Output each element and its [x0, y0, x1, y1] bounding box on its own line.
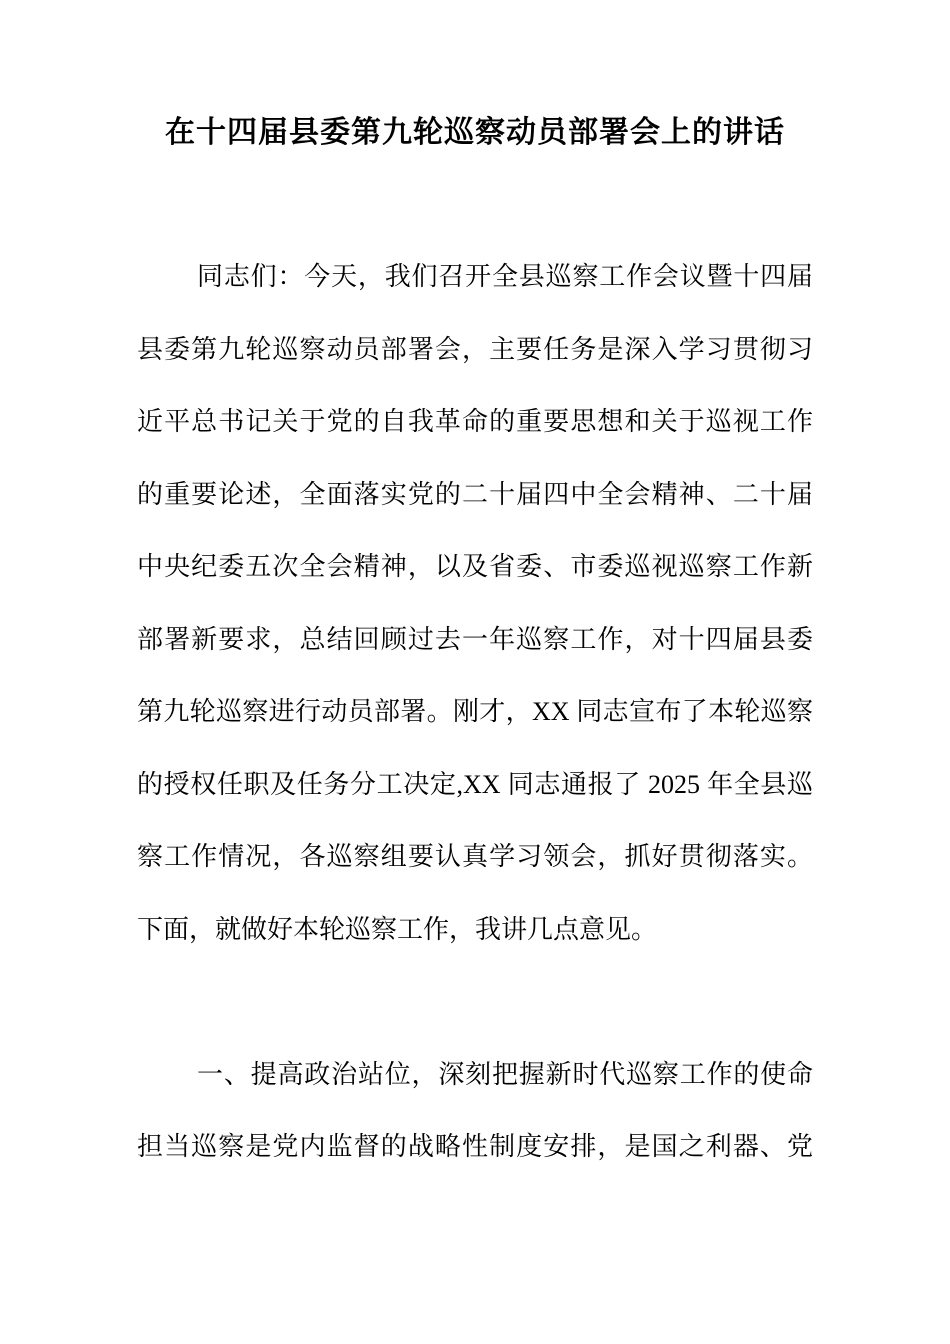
text-line: 的重要论述，全面落实党的二十届四中全会精神、二十届	[137, 479, 813, 509]
text-line: 担当巡察是党内监督的战略性制度安排，是国之利器、党	[137, 1132, 813, 1161]
text-line: 一、提高政治站位，深刻把握新时代巡察工作的使命	[197, 1059, 813, 1089]
text-line: 第九轮巡察进行动员部署。刚才，XX 同志宣布了本轮巡察	[137, 697, 813, 726]
document-body	[137, 241, 813, 1184]
text-line: 下面，就做好本轮巡察工作，我讲几点意见。	[137, 914, 658, 944]
text-line: 的授权任职及任务分工决定,XX 同志通报了 2025 年全县巡	[137, 769, 813, 799]
text-line: 县委第九轮巡察动员部署会，主要任务是深入学习贯彻习	[137, 334, 813, 364]
text-line: 近平总书记关于党的自我革命的重要思想和关于巡视工作	[137, 407, 813, 436]
text-line: 同志们：今天，我们召开全县巡察工作会议暨十四届	[197, 262, 813, 291]
text-line: 察工作情况，各巡察组要认真学习领会，抓好贯彻落实。	[137, 842, 813, 871]
text-line: 中央纪委五次全会精神，以及省委、市委巡视巡察工作新	[137, 552, 813, 581]
paragraph-intro	[137, 241, 813, 966]
text-line: 部署新要求，总结回顾过去一年巡察工作，对十四届县委	[137, 624, 813, 654]
document-title: 在十四届县委第九轮巡察动员部署会上的讲话	[165, 116, 785, 149]
paragraph-section-one	[137, 1039, 813, 1184]
